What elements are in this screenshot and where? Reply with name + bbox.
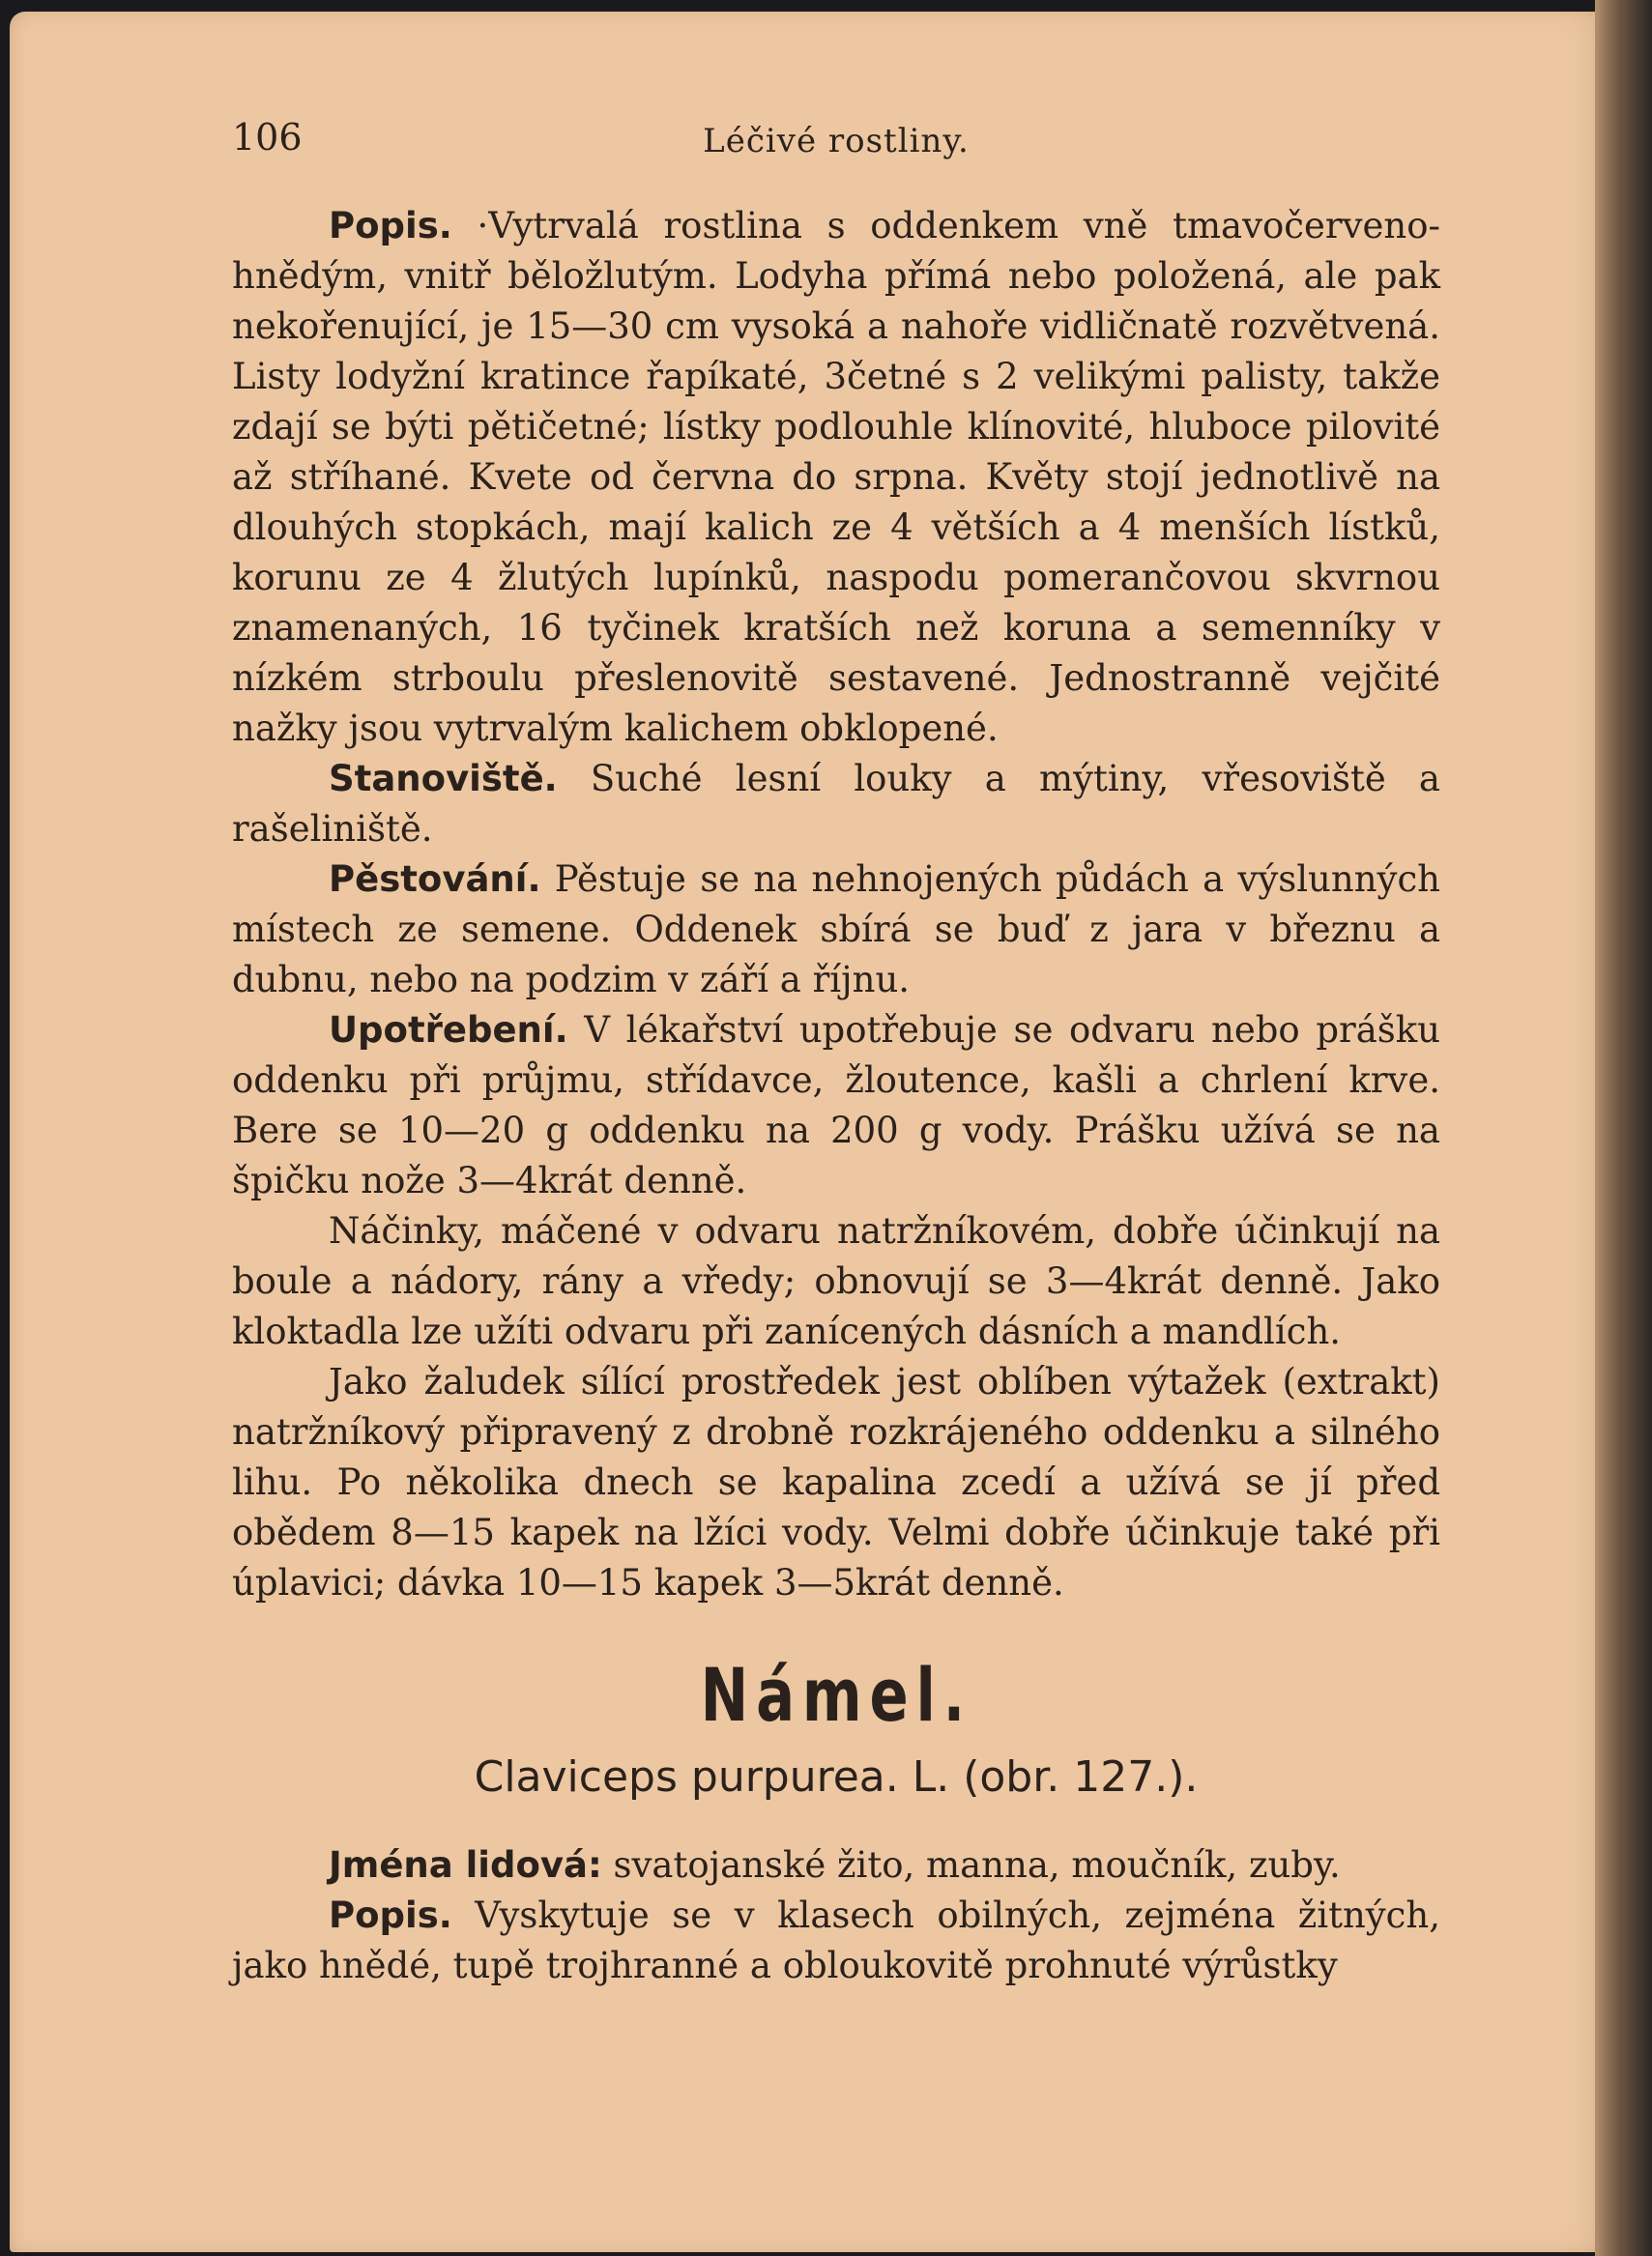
- paragraph-upotrebeni: [232, 1005, 1440, 1206]
- paragraph-nacinky: Náčinky, máčené v odvaru natržníkovém, dobře účinkují na boule a nádory, rány a vředy; obnovují se 3—4krát denně. Jako kloktadla lze užíti odvaru při zanícených dásních a mandlích.: [232, 1210, 1440, 1352]
- label-jmena: Jména lidová:: [329, 1844, 602, 1886]
- text-jmena: svatojanské žito, manna, moučník, zuby.: [601, 1844, 1341, 1886]
- latin-name: Claviceps purpurea. L. (obr. 127.).: [474, 1752, 1199, 1802]
- chapter-title: Námel.: [700, 1652, 972, 1738]
- page-number: 106: [232, 116, 303, 159]
- running-header: [232, 116, 1440, 164]
- paragraph-popis: [232, 201, 1440, 754]
- text-popis: ·Vytrvalá rostlina s oddenkem vně tmavočerveno-hnědým, vnitř běložlutým. Lodyha přímá nebo položená, ale pak nekořenující, je 15—30 cm vysoká a nahoře vidličnatě rozvětvená. Listy lodyžní kratince řapíkaté, 3četné s 2 velikými palisty, takže zdají se býti pětičetné; lístky podlouhle klínovité, hluboce pilovité až stříhané. Kvete od června do srpna. Květy stojí jednotlivě na dlouhých stopkách, mají kalich ze 4 větších a 4 menších lístků, korunu ze 4 žlutých lupínků, naspodu pomerančovou skvrnou znamenaných, 16 tyčinek kratších než koruna a semenníky v nízkém strboulu přeslenovitě sestavené. Jednostranně vejčité nažky jsou vytrvalým kalichem obklopené.: [232, 205, 1440, 749]
- label-popis-namel: Popis.: [329, 1894, 452, 1936]
- text-popis-namel: Vyskytuje se v klasech obilných, zejména žitných, jako hnědé, tupě trojhranné a obloukovitě prohnuté výrůstky: [232, 1894, 1440, 1986]
- label-upotrebeni: Upotřebení.: [329, 1009, 568, 1051]
- paragraph-popis-namel: [232, 1891, 1440, 1991]
- text-stanoviste: Suché lesní louky a mýtiny, vřesoviště a rašeliniště.: [232, 758, 1440, 850]
- running-title: Léčivé rostliny.: [703, 122, 970, 160]
- paragraph-zaludek: Jako žaludek sílící prostředek jest oblíben výtažek (extrakt) natržníkový připravený z drobně rozkrájeného oddenku a silného lihu. Po několika dnech se kapalina zcedí a užívá se jí před obědem 8—15 kapek na lžíci vody. Velmi dobře účinkuje také při úplavici; dávka 10—15 kapek 3—5krát denně.: [232, 1361, 1440, 1604]
- paragraph-stanoviste: [232, 754, 1440, 854]
- page-body: [232, 201, 1440, 1991]
- text-upotrebeni: V lékařství upotřebuje se odvaru nebo prášku oddenku při průjmu, střídavce, žloutence, kašli a chrlení krve. Bere se 10—20 g oddenku na 200 g vody. Prášku užívá se na špičku nože 3—4krát denně.: [232, 1009, 1440, 1201]
- paragraph-jmena: [232, 1840, 1440, 1891]
- book-spine: [1595, 0, 1652, 2256]
- paragraph-pestovani: [232, 854, 1440, 1005]
- chapter-heading: [232, 1647, 1440, 1744]
- label-stanoviste: Stanoviště.: [329, 758, 558, 799]
- label-pestovani: Pěstování.: [329, 858, 541, 900]
- label-popis: Popis.: [329, 205, 452, 246]
- text-pestovani: Pěstuje se na nehnojených půdách a výslunných místech ze semene. Oddenek sbírá se buď z jara v březnu a dubnu, nebo na podzim v září a říjnu.: [232, 858, 1440, 1000]
